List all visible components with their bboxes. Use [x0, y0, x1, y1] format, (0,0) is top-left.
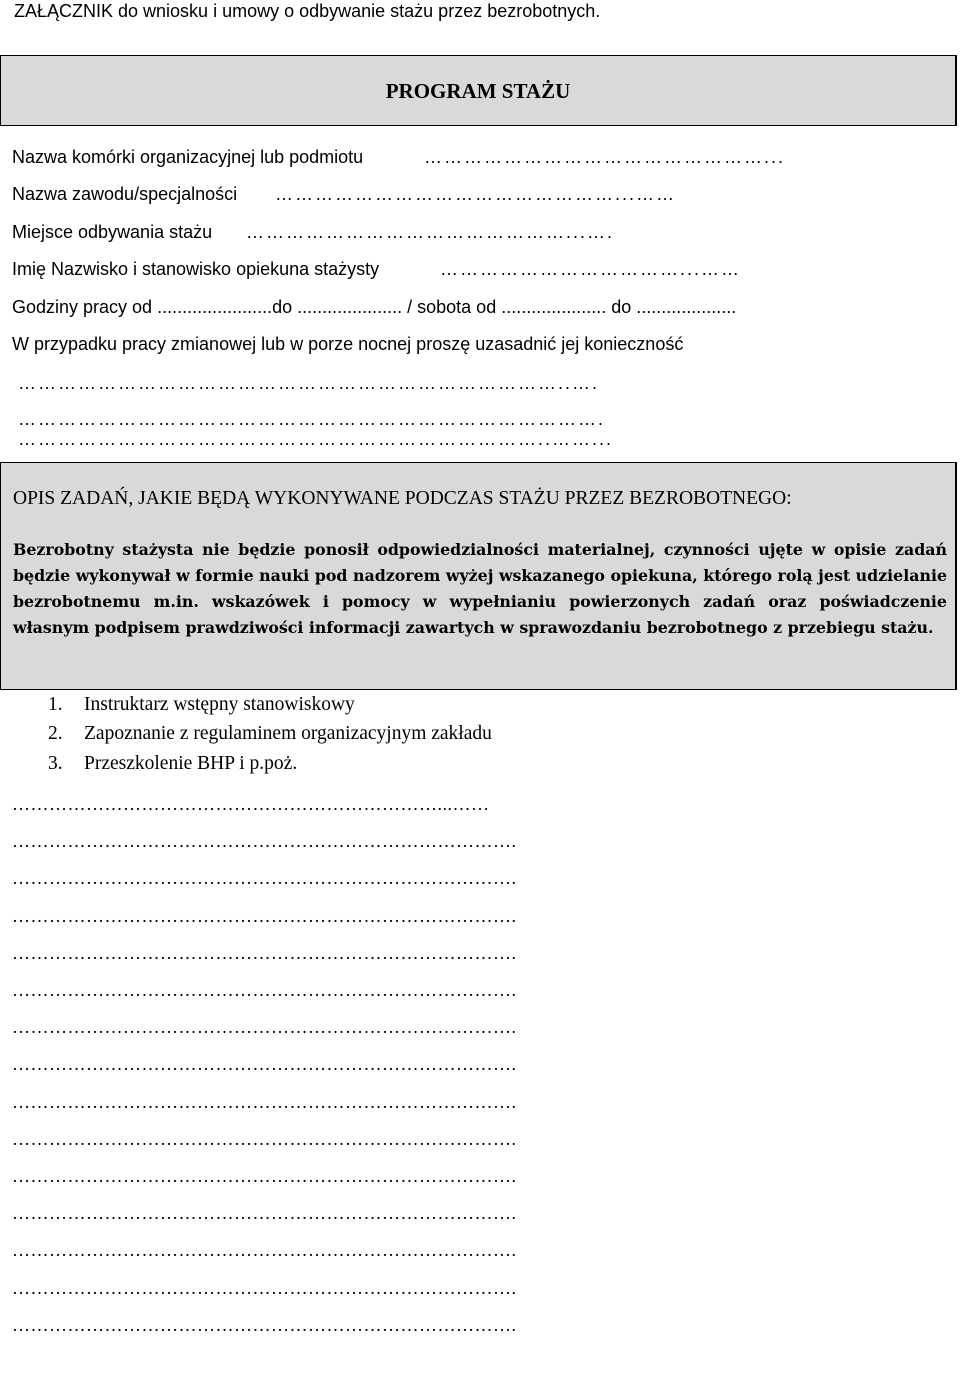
shift-justification-line-3[interactable]: ……………………………………………………………………..……... [18, 429, 614, 449]
shift-justification-line-2[interactable]: ……………………………………………………………………………. [18, 409, 606, 429]
profession-label: Nazwa zawodu/specjalności [12, 184, 238, 204]
task-description-box [0, 462, 957, 690]
blank-task-line[interactable]: ………………………………………………………………………. [12, 1166, 517, 1186]
program-header-box [0, 55, 957, 126]
blank-task-line[interactable]: ………………………………………………………………………. [12, 1017, 517, 1037]
unit-field [12, 146, 363, 168]
task-text: Przeszkolenie BHP i p.poż. [84, 753, 298, 774]
profession-field [12, 183, 237, 205]
blank-task-line[interactable]: ………………………………………………………………………. [12, 1278, 517, 1298]
task-number: 1. [48, 694, 63, 715]
blank-task-line[interactable]: ………………………………………………………………………. [12, 906, 517, 926]
blank-task-line[interactable]: ………………………………………………………………………. [12, 1315, 517, 1335]
blank-task-line[interactable]: ………………………………………………………………………. [12, 1054, 517, 1074]
blank-task-line[interactable]: ……………………………………………………………...…… [12, 794, 490, 814]
blank-task-line[interactable]: ………………………………………………………………………. [12, 980, 517, 1000]
blank-task-line[interactable]: ………………………………………………………………………. [12, 1129, 517, 1149]
mentor-field [12, 258, 379, 280]
working-hours-field[interactable]: Godziny pracy od .......................do ..................... / sobota od ..................... do .................... [12, 297, 737, 317]
task-number: 3. [48, 753, 63, 774]
unit-input-dots[interactable]: ……………………………………………... [424, 147, 786, 167]
task-number: 2. [48, 723, 63, 744]
annex-header: ZAŁĄCZNIK do wniosku i umowy o odbywanie stażu przez bezrobotnych. [14, 1, 601, 21]
mentor-label: Imię Nazwisko i stanowisko opiekuna stażysty [12, 259, 380, 279]
blank-task-line[interactable]: ………………………………………………………………………. [12, 1203, 517, 1223]
blank-task-line[interactable]: ………………………………………………………………………. [12, 868, 517, 888]
profession-input-dots[interactable]: ……………………………………………...…… [275, 184, 677, 204]
blank-task-line[interactable]: ………………………………………………………………………. [12, 831, 517, 851]
program-title: PROGRAM STAŻU [385, 79, 571, 103]
shift-justification-line-1[interactable]: ………………………………………………………………………..…. [18, 373, 600, 393]
blank-task-line[interactable]: ………………………………………………………………………. [12, 1240, 517, 1260]
task-text: Instruktarz wstępny stanowiskowy [84, 694, 355, 715]
task-text: Zapoznanie z regulaminem organizacyjnym zakładu [84, 723, 492, 744]
blank-task-line[interactable]: ………………………………………………………………………. [12, 943, 517, 963]
unit-label: Nazwa komórki organizacyjnej lub podmiotu [12, 147, 364, 167]
blank-task-line[interactable]: ………………………………………………………………………. [12, 1092, 517, 1112]
task-description-text: Bezrobotny stażysta nie będzie ponosił odpowiedzialności materialnej, czynności ujęte w opisie zadań będzie wykonywał w formie nauki pod nadzorem wyżej wskazanego opiekuna, którego rolą jest udzielanie bezrobotnemu m.in. wskazówek i pomocy w wypełnianiu powierzonych zadań oraz poświadczenie własnym podpisem prawdziwości informacji zawartych w sprawozdaniu bezrobotnego z przebiegu stażu. [13, 540, 947, 637]
place-input-dots[interactable]: …………………………………………...…. [246, 222, 615, 242]
place-label: Miejsce odbywania stażu [12, 222, 213, 242]
place-field [12, 221, 212, 243]
mentor-input-dots[interactable]: ………………………………...…… [440, 259, 742, 279]
shift-justification-label: W przypadku pracy zmianowej lub w porze nocnej proszę uzasadnić jej konieczność [12, 334, 684, 354]
task-description-title: OPIS ZADAŃ, JAKIE BĘDĄ WYKONYWANE PODCZAS STAŻU PRZEZ BEZROBOTNEGO: [13, 488, 792, 509]
